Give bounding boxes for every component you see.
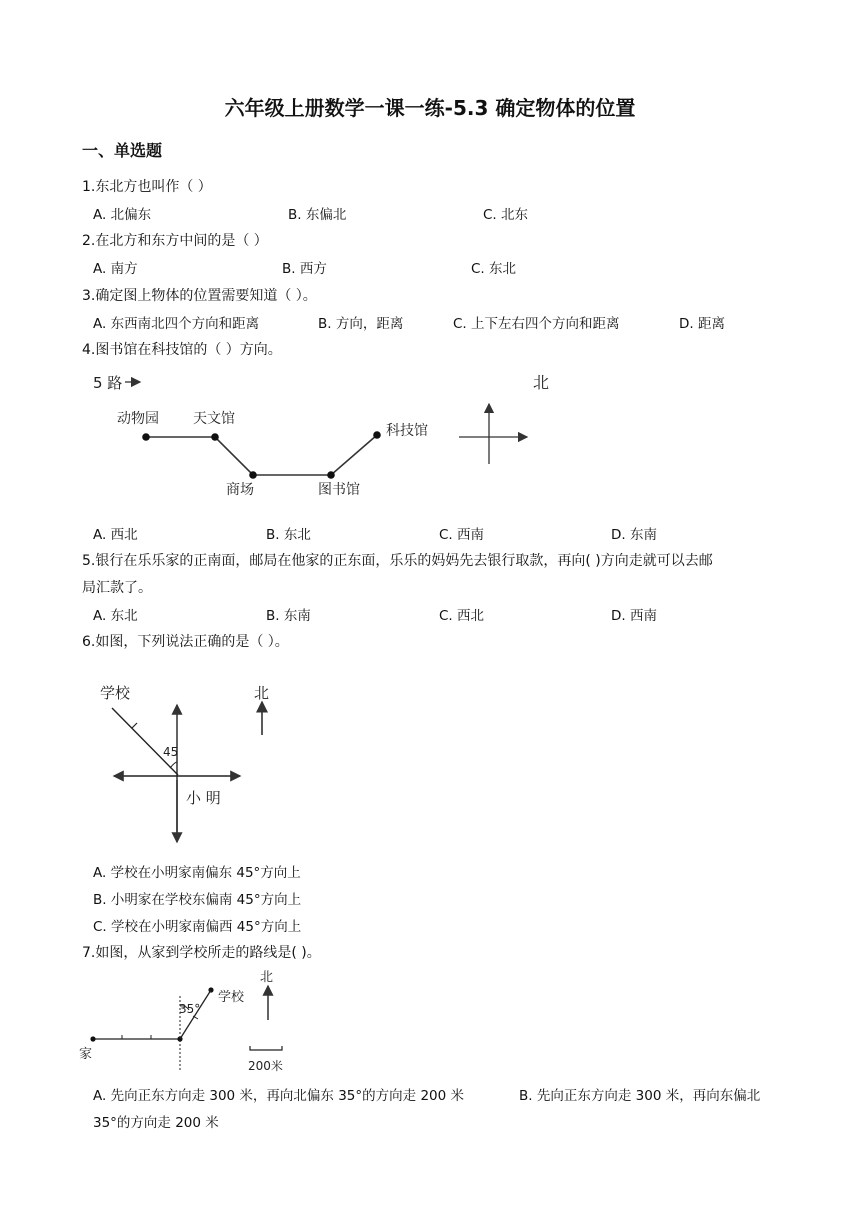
fig7-home-dot: [90, 1036, 95, 1041]
section-heading: 一、单选题: [82, 141, 163, 160]
q4-option-a[interactable]: A. 西北: [93, 527, 138, 543]
q2-option-c[interactable]: C. 东北: [471, 261, 517, 277]
q3-option-b[interactable]: B. 方向，距离: [318, 316, 404, 332]
q6-option-b[interactable]: B. 小明家在学校东偏南 45°方向上: [93, 892, 302, 908]
fig7-north-label: 北: [260, 970, 274, 985]
q4-option-c[interactable]: C. 西南: [439, 527, 485, 543]
question-5-stem-line2: 局汇款了。: [82, 580, 152, 596]
q2-option-a[interactable]: A. 南方: [93, 261, 138, 277]
fig7-angle-label: 35°: [179, 1002, 201, 1016]
fig4-zoo-label: 动物园: [117, 411, 159, 427]
page-title: 六年级上册数学一课一练-5.3 确定物体的位置: [224, 96, 636, 120]
q1-option-a[interactable]: A. 北偏东: [93, 207, 152, 223]
q3-option-a[interactable]: A. 东西南北四个方向和距离: [93, 316, 260, 332]
fig6-north-label: 北: [254, 684, 270, 702]
q5-option-a[interactable]: A. 东北: [93, 608, 138, 624]
fig7-home-label: 家: [79, 1047, 93, 1062]
q7-option-a[interactable]: A. 先向正东方向走 300 米，再向北偏东 35°的方向走 200 米: [93, 1088, 464, 1104]
q7-option-b[interactable]: B. 先向正东方向走 300 米，再向东偏北: [519, 1088, 761, 1104]
q5-option-b[interactable]: B. 东南: [266, 608, 311, 624]
fig4-science-label: 科技馆: [386, 423, 428, 439]
fig4-route-label: 5 路: [93, 374, 123, 392]
question-6-stem: 6.如图，下列说法正确的是（ ）。: [82, 634, 289, 650]
q5-option-c[interactable]: C. 西北: [439, 608, 485, 624]
question-1-stem: 1.东北方也叫作（ ）: [82, 179, 212, 195]
fig7-school-label: 学校: [218, 990, 245, 1005]
fig4-mall-label: 商场: [226, 482, 254, 498]
q7-option-b-cont[interactable]: 35°的方向走 200 米: [93, 1115, 219, 1131]
question-2-stem: 2.在北方和东方中间的是（ ）: [82, 233, 268, 249]
fig6-school-label: 学校: [100, 684, 131, 702]
q2-option-b[interactable]: B. 西方: [282, 261, 327, 277]
q3-option-d[interactable]: D. 距离: [679, 316, 725, 332]
q6-option-c[interactable]: C. 学校在小明家南偏西 45°方向上: [93, 919, 302, 935]
question-7-stem: 7.如图，从家到学校所走的路线是( )。: [82, 945, 321, 961]
q4-option-d[interactable]: D. 东南: [611, 527, 657, 543]
q4-option-b[interactable]: B. 东北: [266, 527, 311, 543]
q1-option-b[interactable]: B. 东偏北: [288, 207, 347, 223]
fig4-observatory-label: 天文馆: [193, 411, 235, 427]
fig7-scale-bar: [250, 1046, 282, 1050]
q1-option-c[interactable]: C. 北东: [483, 207, 529, 223]
fig6-angle-label: 45: [163, 745, 179, 759]
q5-option-d[interactable]: D. 西南: [611, 608, 657, 624]
fig7-scale-label: 200米: [248, 1059, 283, 1073]
question-4-stem: 4.图书馆在科技馆的（ ）方向。: [82, 342, 282, 358]
q3-option-c[interactable]: C. 上下左右四个方向和距离: [453, 316, 620, 332]
question-3-stem: 3.确定图上物体的位置需要知道（ ）。: [82, 288, 317, 304]
fig4-library-label: 图书馆: [318, 482, 360, 498]
q6-option-a[interactable]: A. 学校在小明家南偏东 45°方向上: [93, 865, 301, 881]
question-5-stem-line1: 5.银行在乐乐家的正南面，邮局在他家的正东面，乐乐的妈妈先去银行取款，再向( )方向走就可以去邮: [82, 553, 713, 569]
fig4-north-label: 北: [533, 373, 550, 392]
fig6-home-label: 小 明: [186, 789, 221, 807]
